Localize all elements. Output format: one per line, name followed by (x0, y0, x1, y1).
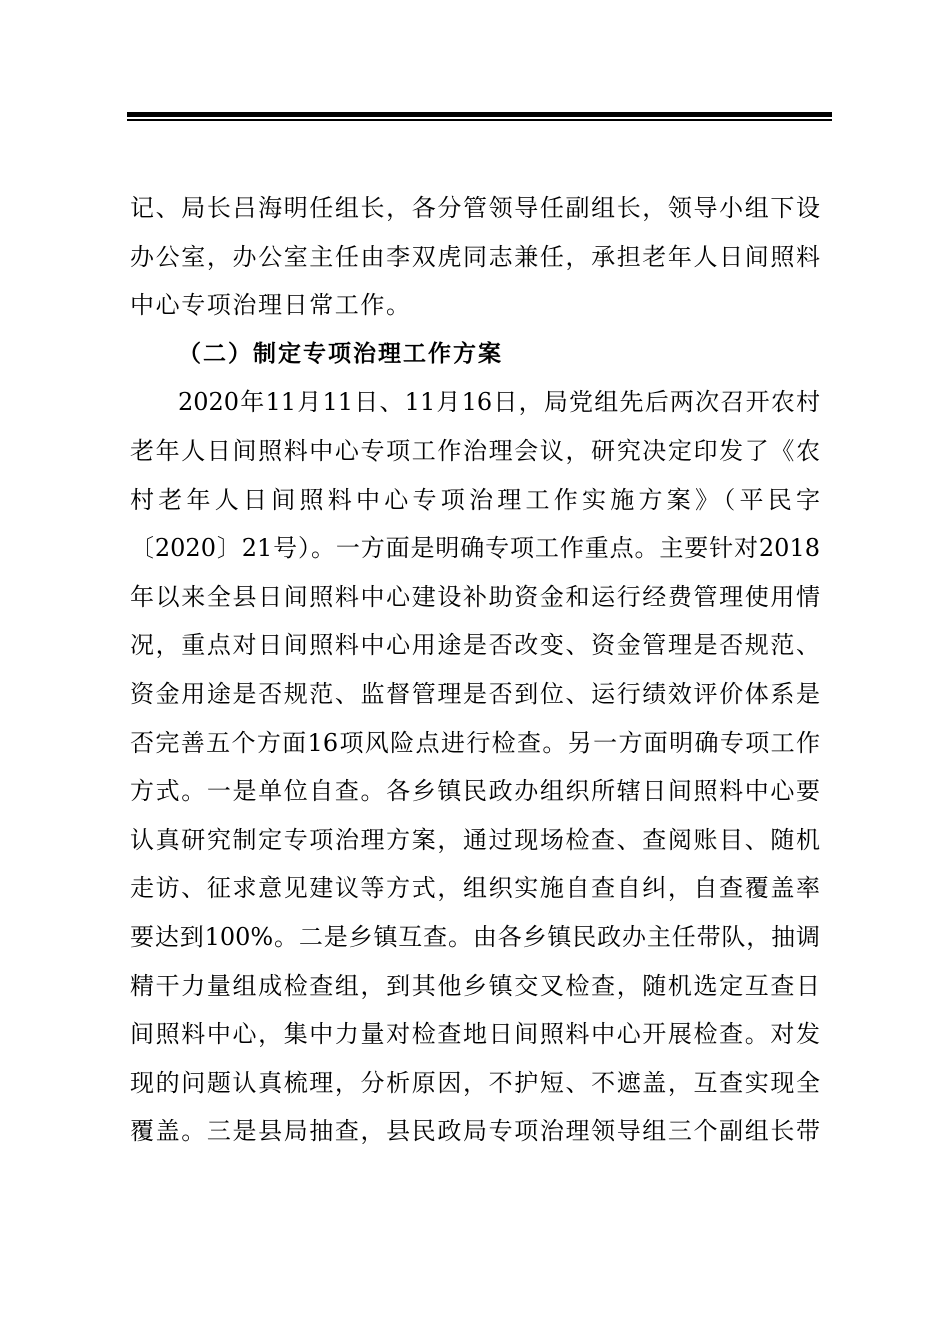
paragraph-line: 覆盖。三是县局抽查，县民政局专项治理领导组三个副组长带 (130, 1117, 820, 1146)
header-rule-thick (127, 112, 832, 117)
paragraph-line: 要达到100%。二是乡镇互查。由各乡镇民政办主任带队，抽调 (130, 922, 820, 951)
paragraph-line: 走访、征求意见建议等方式，组织实施自查自纠，自查覆盖率 (130, 874, 820, 903)
paragraph-line: 年以来全县日间照料中心建设补助资金和运行经费管理使用情 (130, 582, 820, 611)
paragraph-line: 〔2020〕21号）。一方面是明确专项工作重点。主要针对2018 (130, 534, 820, 563)
paragraph-line: 认真研究制定专项治理方案，通过现场检查、查阅账目、随机 (130, 825, 820, 854)
paragraph-line: 方式。一是单位自查。各乡镇民政办组织所辖日间照料中心要 (130, 777, 820, 806)
paragraph-line: 间照料中心，集中力量对检查地日间照料中心开展检查。对发 (130, 1020, 820, 1049)
paragraph-line: 况，重点对日间照料中心用途是否改变、资金管理是否规范、 (130, 631, 820, 660)
paragraph-line: 中心专项治理日常工作。 (130, 291, 412, 320)
paragraph-line: 现的问题认真梳理，分析原因，不护短、不遮盖，互查实现全 (130, 1068, 820, 1097)
paragraph-line: 记、局长吕海明任组长，各分管领导任副组长，领导小组下设 (130, 194, 820, 222)
paragraph-line: 资金用途是否规范、监督管理是否到位、运行绩效评价体系是 (130, 679, 820, 708)
paragraph-line: 2020年11月11日、11月16日，局党组先后两次召开农村 (178, 388, 820, 417)
paragraph-line: 办公室，办公室主任由李双虎同志兼任，承担老年人日间照料 (130, 242, 820, 271)
paragraph-line: 老年人日间照料中心专项工作治理会议，研究决定印发了《农 (130, 436, 820, 465)
header-rule-thin (127, 119, 832, 121)
section-heading: （二）制定专项治理工作方案 (178, 340, 503, 367)
document-body (130, 184, 820, 1156)
paragraph-line: 村老年人日间照料中心专项治理工作实施方案》（平民字 (130, 485, 820, 514)
paragraph-line: 精干力量组成检查组，到其他乡镇交叉检查，随机选定互查日 (130, 971, 820, 1000)
paragraph-line: 否完善五个方面16项风险点进行检查。另一方面明确专项工作 (130, 728, 820, 757)
